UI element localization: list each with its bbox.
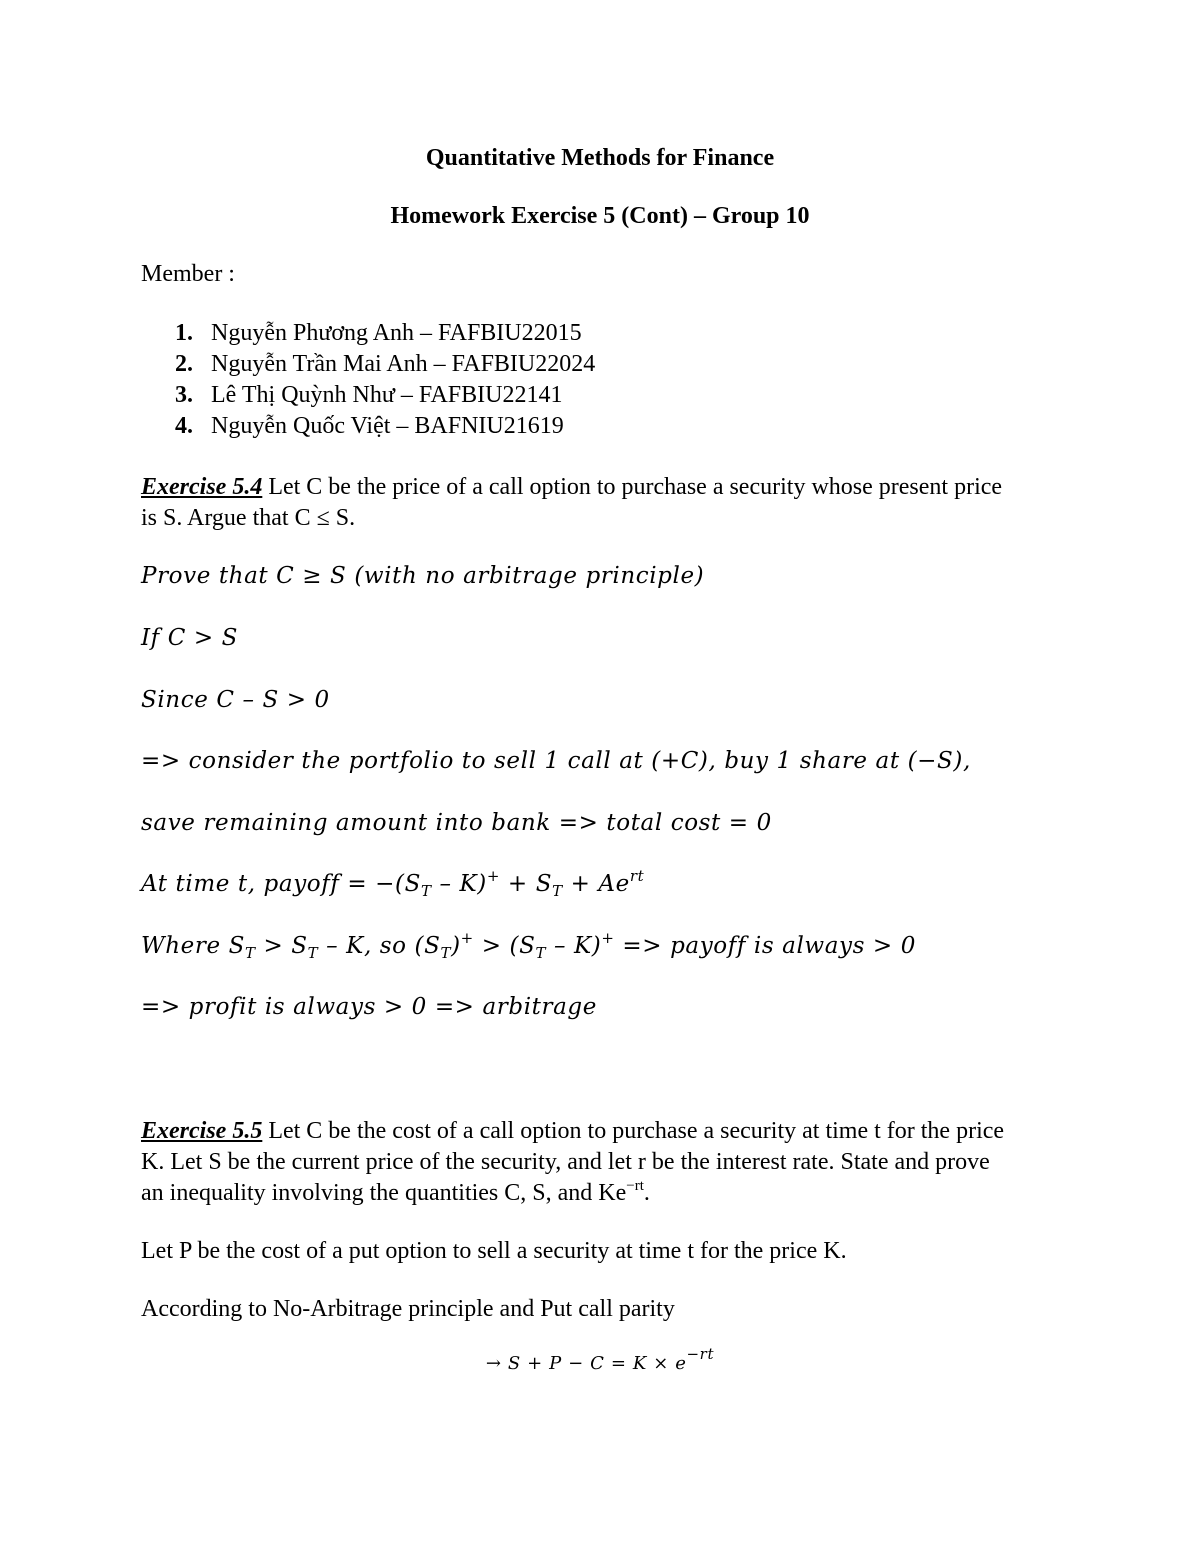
exercise-5-4-text-1: Let C be the price of a call option to purchase a security whose present price — [262, 474, 1003, 500]
member-item — [175, 352, 595, 376]
subscript-t: T — [420, 882, 432, 900]
proof-line: Prove that C ≥ S (with no arbitrage principle) — [141, 563, 705, 589]
exercise-5-5-text-1: Let C be the cost of a call option to purchase a security at time t for the price — [262, 1118, 1005, 1144]
payoff-part: + S — [500, 871, 553, 897]
exercise-5-4-label: Exercise 5.4 — [141, 474, 263, 500]
member-number: 2. — [175, 351, 193, 377]
member-item — [175, 414, 564, 438]
member-number: 3. — [175, 382, 193, 408]
exercise-5-5-text-2: K. Let S be the current price of the security, and let r be the interest rate. State and prove — [141, 1149, 990, 1175]
where-part: => payoff is always > 0 — [614, 933, 916, 959]
member-text: Nguyễn Phương Anh – FAFBIU22015 — [211, 320, 582, 346]
parity-part: → S + P − C = K × e — [485, 1353, 687, 1374]
put-definition: Let P be the cost of a put option to sell a security at time t for the price K. — [141, 1238, 847, 1264]
proof-line: save remaining amount into bank => total cost = 0 — [141, 810, 772, 836]
superscript-neg-rt: −rt — [626, 1178, 644, 1194]
exercise-5-5-statement — [141, 1119, 1004, 1143]
member-item — [175, 383, 562, 407]
payoff-equation — [141, 867, 645, 900]
subscript-t: T — [535, 944, 547, 962]
conclusion-line: => profit is always > 0 => arbitrage — [141, 994, 597, 1020]
members-label: Member : — [141, 261, 235, 287]
payoff-part: – K) — [431, 871, 487, 897]
where-line — [141, 929, 916, 962]
superscript-plus: + — [460, 929, 474, 947]
member-item — [175, 321, 582, 345]
proof-line: If C > S — [141, 625, 238, 651]
member-text: Lê Thị Quỳnh Như – FAFBIU22141 — [211, 382, 563, 408]
superscript-plus: + — [601, 929, 615, 947]
subscript-t: T — [307, 944, 319, 962]
payoff-part: At time t, payoff = −(S — [141, 871, 421, 897]
where-part: ) — [451, 933, 461, 959]
where-part: Where S — [141, 933, 245, 959]
member-text: Nguyễn Trần Mai Anh – FAFBIU22024 — [211, 351, 596, 377]
member-number: 1. — [175, 320, 193, 346]
subscript-t: T — [552, 882, 563, 900]
course-title: Quantitative Methods for Finance — [425, 145, 775, 171]
member-number: 4. — [175, 413, 193, 439]
exercise-5-4-statement — [141, 475, 1002, 499]
subscript-t: T — [440, 944, 452, 962]
payoff-part: + Ae — [562, 871, 630, 897]
put-call-parity-equation — [0, 1345, 1200, 1374]
statement-part: . — [643, 1180, 650, 1206]
superscript-plus: + — [486, 867, 501, 885]
proof-line: => consider the portfolio to sell 1 call at (+C), buy 1 share at (−S), — [141, 748, 971, 774]
subscript-t: T — [244, 944, 256, 962]
where-part: > S — [255, 933, 308, 959]
exercise-5-5-label: Exercise 5.5 — [141, 1118, 263, 1144]
where-part: – K, so (S — [318, 933, 441, 959]
parity-principle: According to No-Arbitrage principle and Put call parity — [141, 1296, 675, 1322]
statement-part: an inequality involving the quantities C, S, and Ke — [141, 1180, 627, 1206]
exercise-5-4-text-2: is S. Argue that C ≤ S. — [141, 505, 356, 531]
member-text: Nguyễn Quốc Việt – BAFNIU21619 — [211, 413, 564, 439]
assignment-title: Homework Exercise 5 (Cont) – Group 10 — [390, 203, 810, 229]
proof-line: Since C – S > 0 — [141, 687, 330, 713]
superscript-rt: rt — [629, 867, 645, 885]
exercise-5-5-text-3 — [141, 1178, 650, 1206]
where-part: – K) — [546, 933, 602, 959]
superscript-neg-rt: −rt — [686, 1345, 715, 1363]
where-part: > (S — [473, 933, 536, 959]
